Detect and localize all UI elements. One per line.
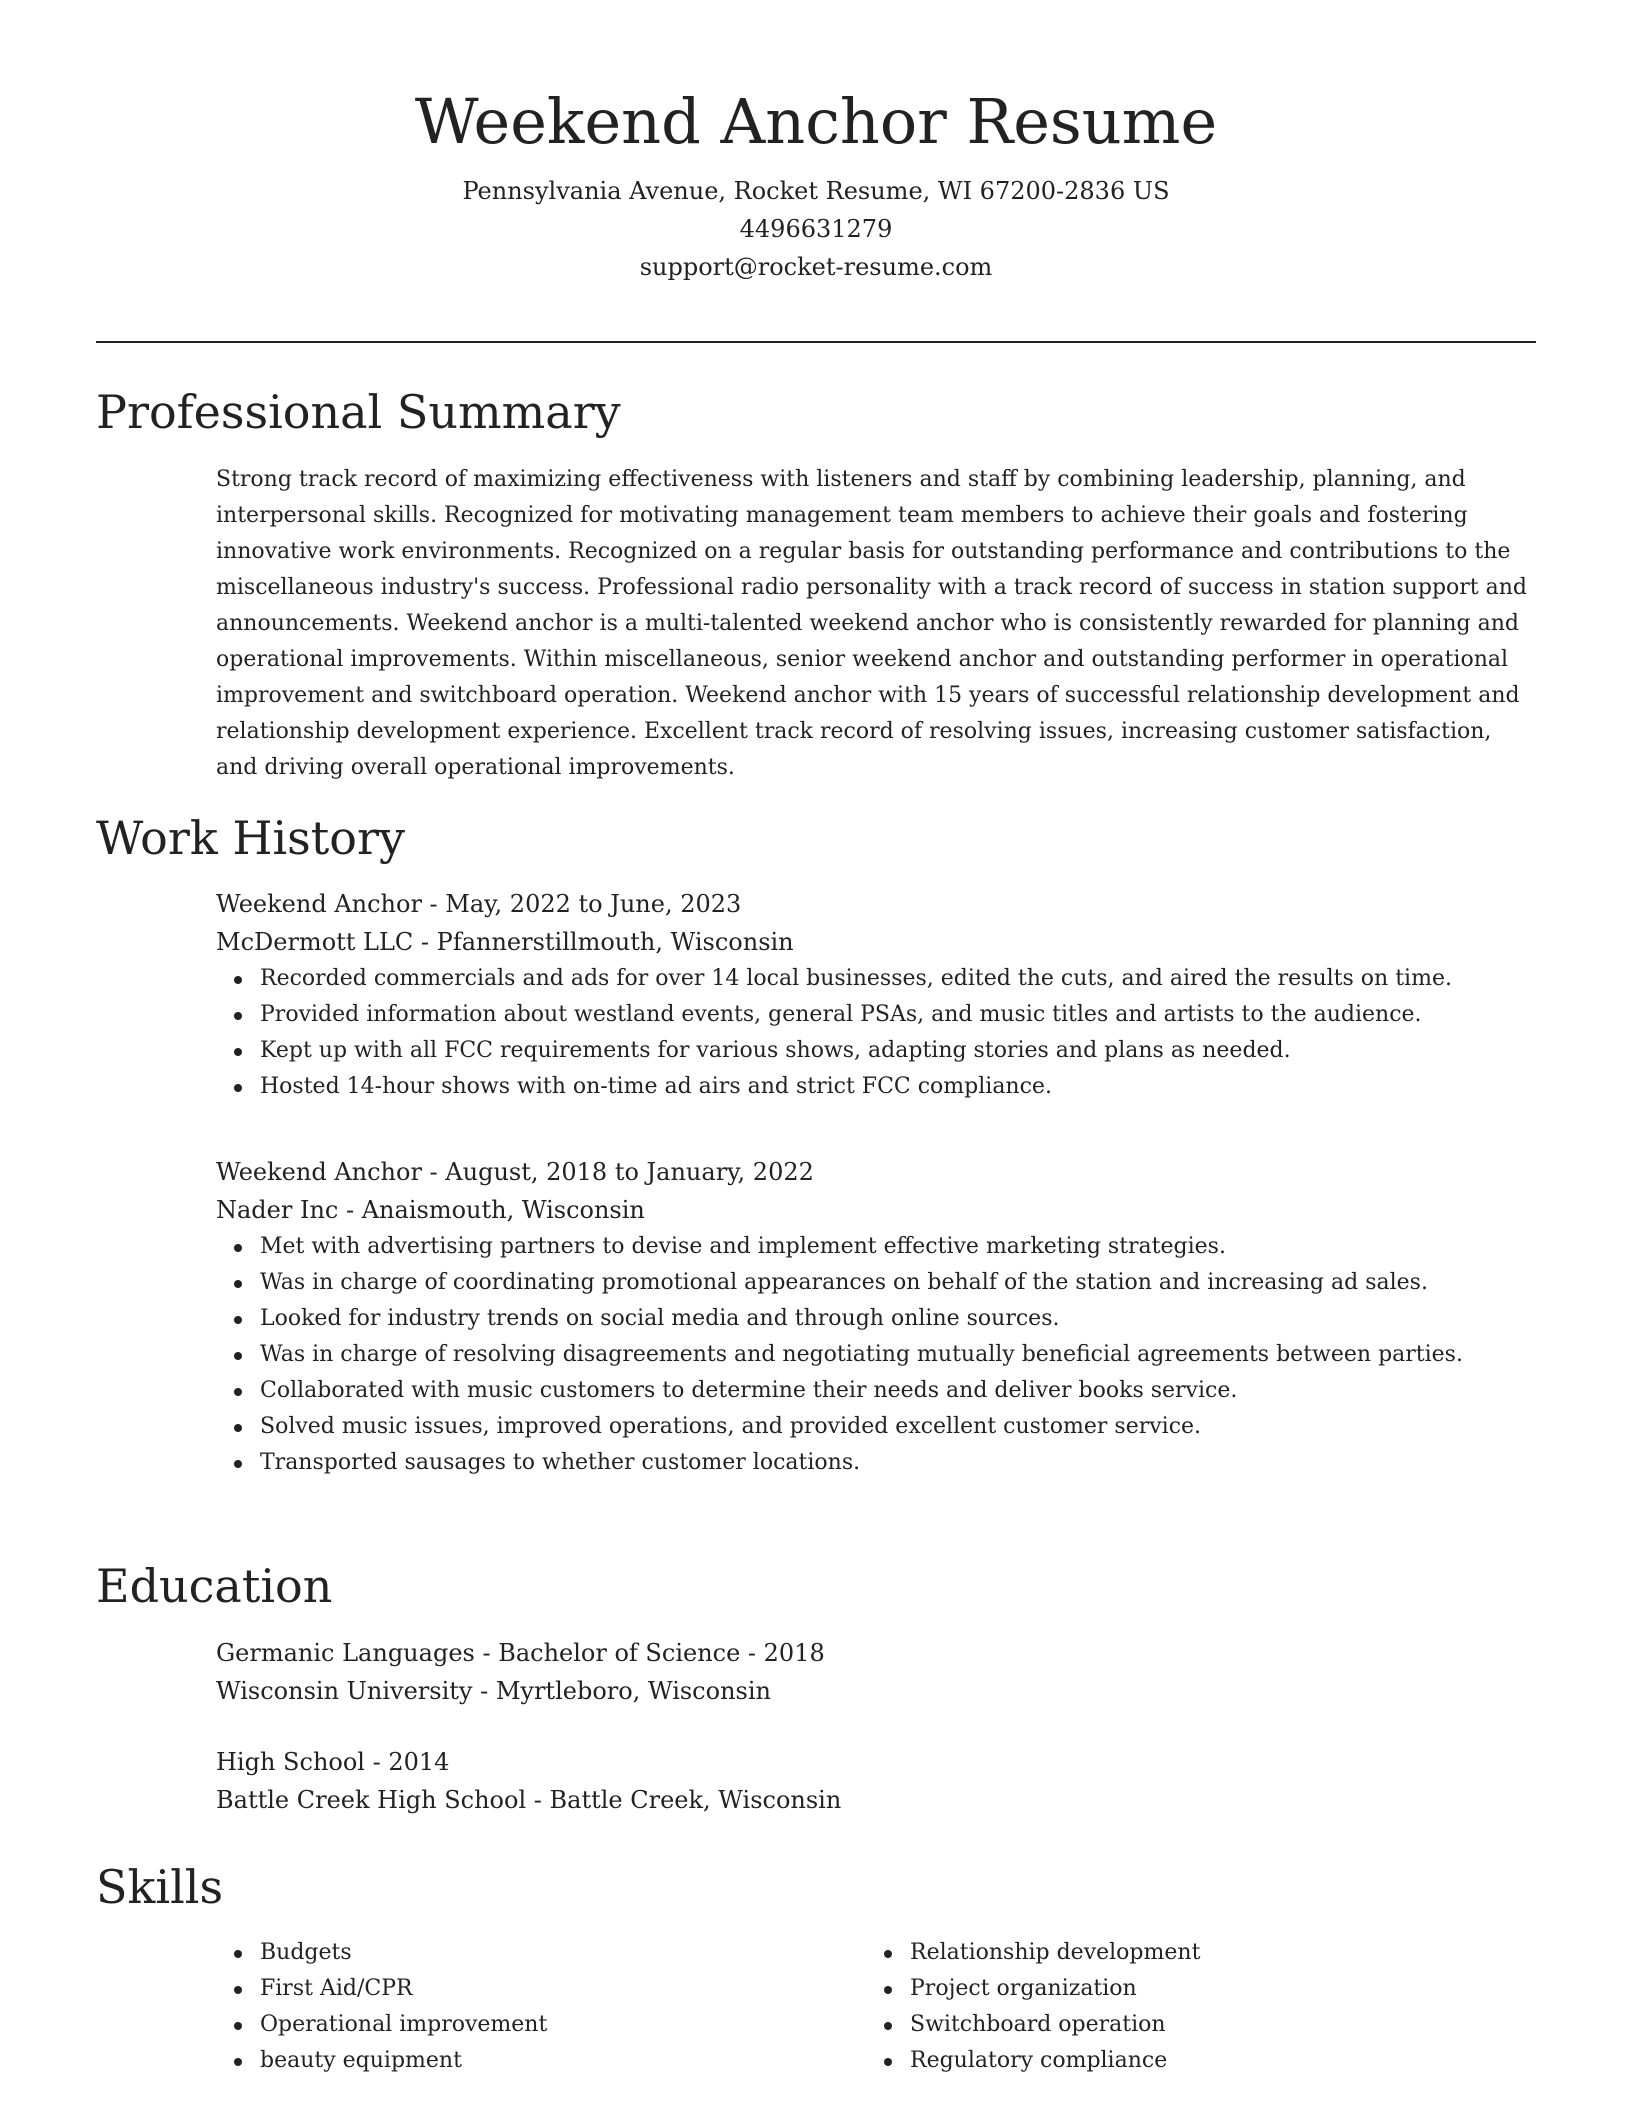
skill-item: Regulatory compliance [910,2043,1466,2079]
skill-item: First Aid/CPR [260,1971,816,2007]
job-bullet-list [216,961,1536,1105]
job-title-dates: Weekend Anchor - May, 2022 to June, 2023 [216,890,742,918]
contact-info [96,172,1536,286]
summary-text: Strong track record of maximizing effectiveness with listeners and staff by combining leadership, planning, and interpersonal skills. Recognized for motivating management team members to achieve their goals and fostering innovative work environments. Recognized on a regular basis for outstanding performance and contributions to the miscellaneous industry's success. Professional radio personality with a track record of success in station support and announcements. Weekend anchor is a multi-talented weekend anchor who is consistently rewarded for planning and operational improvements. Within miscellaneous, senior weekend anchor and outstanding performer in operational improvement and switchboard operation. Weekend anchor with 15 years of successful relationship development and relationship development experience. Excellent track record of resolving issues, increasing customer satisfaction, and driving overall operational improvements. [216,467,1528,780]
education-degree: Germanic Languages - Bachelor of Science - 2018 [216,1639,825,1667]
contact-phone: 4496631279 [739,215,893,243]
skills-column-left [216,1935,816,2079]
job-bullet: Solved music issues, improved operations, and provided excellent customer service. [260,1409,1536,1445]
education-degree: High School - 2014 [216,1748,450,1776]
skill-item: Budgets [260,1935,816,1971]
job-bullet: Transported sausages to whether customer locations. [260,1445,1536,1481]
skills-column-right [866,1935,1466,2079]
job-entry [216,1153,1536,1481]
job-bullet: Was in charge of coordinating promotional appearances on behalf of the station and increasing ad sales. [260,1265,1536,1301]
skill-item: Relationship development [910,1935,1466,1971]
skill-item: beauty equipment [260,2043,816,2079]
job-company-location: Nader Inc - Anaismouth, Wisconsin [216,1196,645,1224]
header-divider [96,341,1536,343]
job-entry [216,885,1536,1105]
section-title-summary: Professional Summary [96,385,621,439]
education-entry [216,1634,1536,1710]
resume-header [96,82,1536,286]
skills-list [866,1935,1466,2079]
section-title-skills: Skills [96,1860,224,1914]
job-bullet: Looked for industry trends on social media and through online sources. [260,1301,1536,1337]
skill-item: Project organization [910,1971,1466,2007]
job-bullet: Recorded commercials and ads for over 14 local businesses, edited the cuts, and aired the results on time. [260,961,1536,997]
job-bullet: Collaborated with music customers to determine their needs and deliver books service. [260,1373,1536,1409]
skill-item: Operational improvement [260,2007,816,2043]
resume-title: Weekend Anchor Resume [414,85,1218,158]
education-entry [216,1743,1536,1819]
job-title-dates: Weekend Anchor - August, 2018 to January, 2022 [216,1158,814,1186]
section-title-work-history: Work History [96,811,405,865]
education-school: Wisconsin University - Myrtleboro, Wisconsin [216,1677,771,1705]
job-bullet-list [216,1229,1536,1481]
section-title-education: Education [96,1559,333,1613]
job-bullet: Met with advertising partners to devise and implement effective marketing strategies. [260,1229,1536,1265]
contact-email: support@rocket-resume.com [639,253,993,281]
job-bullet: Hosted 14-hour shows with on-time ad airs and strict FCC compliance. [260,1069,1536,1105]
contact-address: Pennsylvania Avenue, Rocket Resume, WI 67200-2836 US [462,177,1170,205]
skill-item: Switchboard operation [910,2007,1466,2043]
skills-list [216,1935,816,2079]
job-bullet: Was in charge of resolving disagreements and negotiating mutually beneficial agreements between parties. [260,1337,1536,1373]
job-bullet: Kept up with all FCC requirements for various shows, adapting stories and plans as needed. [260,1033,1536,1069]
job-bullet: Provided information about westland events, general PSAs, and music titles and artists to the audience. [260,997,1536,1033]
job-company-location: McDermott LLC - Pfannerstillmouth, Wisconsin [216,928,794,956]
education-school: Battle Creek High School - Battle Creek, Wisconsin [216,1786,842,1814]
